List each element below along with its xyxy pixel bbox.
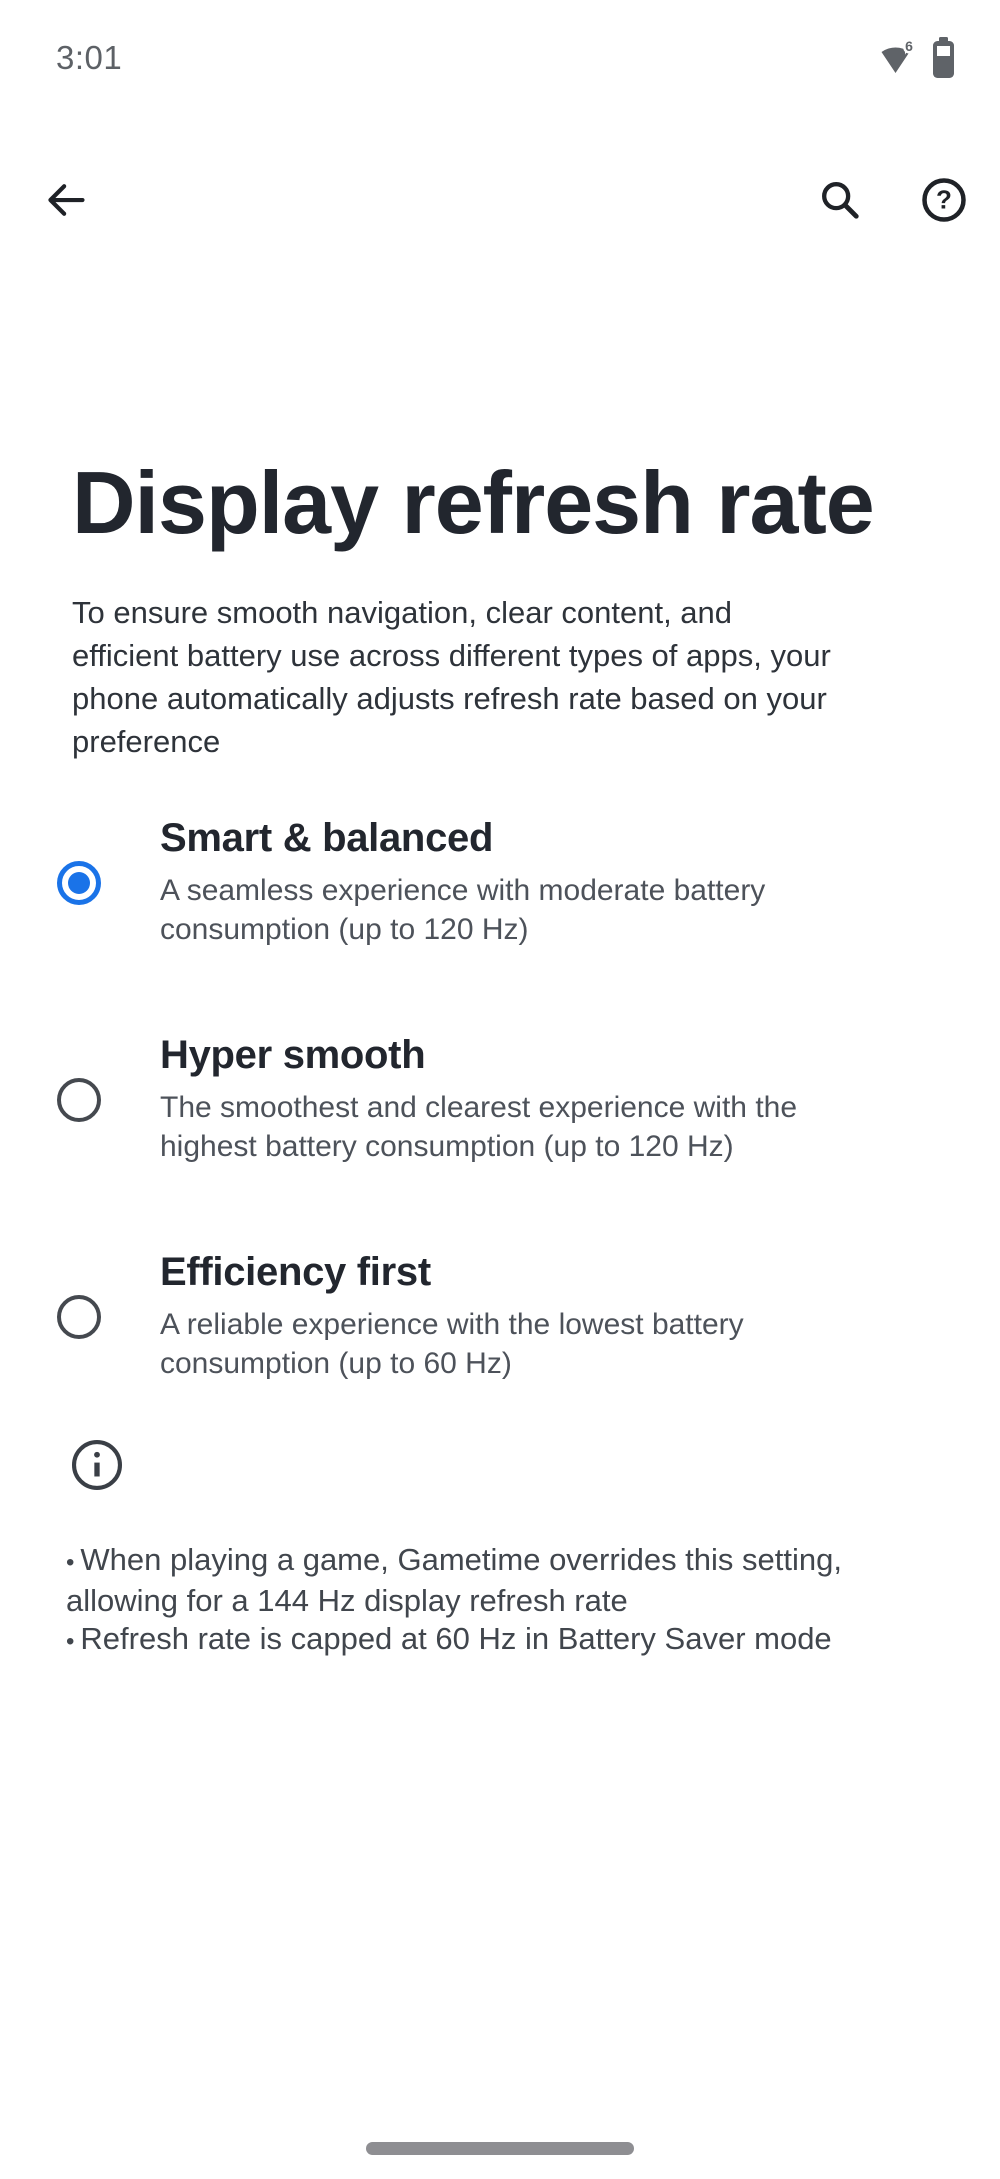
- note-item: [66, 1541, 946, 1620]
- search-button[interactable]: [810, 170, 870, 230]
- gesture-navigation-handle[interactable]: [366, 2142, 634, 2155]
- back-arrow-icon: [44, 178, 88, 222]
- help-button[interactable]: [914, 170, 974, 230]
- page-description: To ensure smooth navigation, clear content, and efficient battery use across different types of apps, your phone automatically adjusts refresh rate based on your preference: [72, 595, 831, 759]
- battery-icon: [931, 37, 956, 79]
- option-label: Hyper smooth: [160, 1033, 426, 1077]
- back-button[interactable]: [36, 170, 96, 230]
- page-title: Display refresh rate: [72, 452, 874, 552]
- note-text: Refresh rate is capped at 60 Hz in Battery Saver mode: [80, 1621, 832, 1656]
- note-text: When playing a game, Gametime overrides this setting, allowing for a 144 Hz display refresh rate: [66, 1542, 842, 1618]
- status-bar: [56, 34, 956, 82]
- bullet: •: [66, 1628, 75, 1655]
- option-smart-balanced[interactable]: [0, 816, 1000, 949]
- option-description: A reliable experience with the lowest battery consumption (up to 60 Hz): [160, 1308, 744, 1380]
- option-hyper-smooth[interactable]: [0, 1033, 1000, 1166]
- option-label: Efficiency first: [160, 1250, 431, 1294]
- help-icon: [920, 176, 968, 224]
- option-description: The smoothest and clearest experience with the highest battery consumption (up to 120 Hz): [160, 1091, 798, 1163]
- option-efficiency-first[interactable]: [0, 1250, 1000, 1383]
- app-bar: [36, 164, 974, 236]
- footnotes: [66, 1541, 946, 1661]
- radio-smart-balanced[interactable]: [57, 861, 101, 905]
- search-icon: [817, 177, 863, 223]
- radio-efficiency-first[interactable]: [57, 1295, 101, 1339]
- wifi-6-icon: [879, 39, 919, 77]
- option-label: Smart & balanced: [160, 816, 494, 860]
- wifi-standard-label: 6: [905, 39, 913, 54]
- refresh-rate-option-group: [0, 816, 1000, 1467]
- status-icons: [879, 37, 956, 79]
- info-icon: [68, 1436, 126, 1494]
- note-item: [66, 1620, 946, 1661]
- bullet: •: [66, 1549, 75, 1576]
- status-time: 3:01: [56, 39, 123, 76]
- radio-hyper-smooth[interactable]: [57, 1078, 101, 1122]
- option-description: A seamless experience with moderate battery consumption (up to 120 Hz): [160, 874, 766, 946]
- svg-text:?: ?: [936, 184, 952, 215]
- info-button[interactable]: [68, 1436, 126, 1494]
